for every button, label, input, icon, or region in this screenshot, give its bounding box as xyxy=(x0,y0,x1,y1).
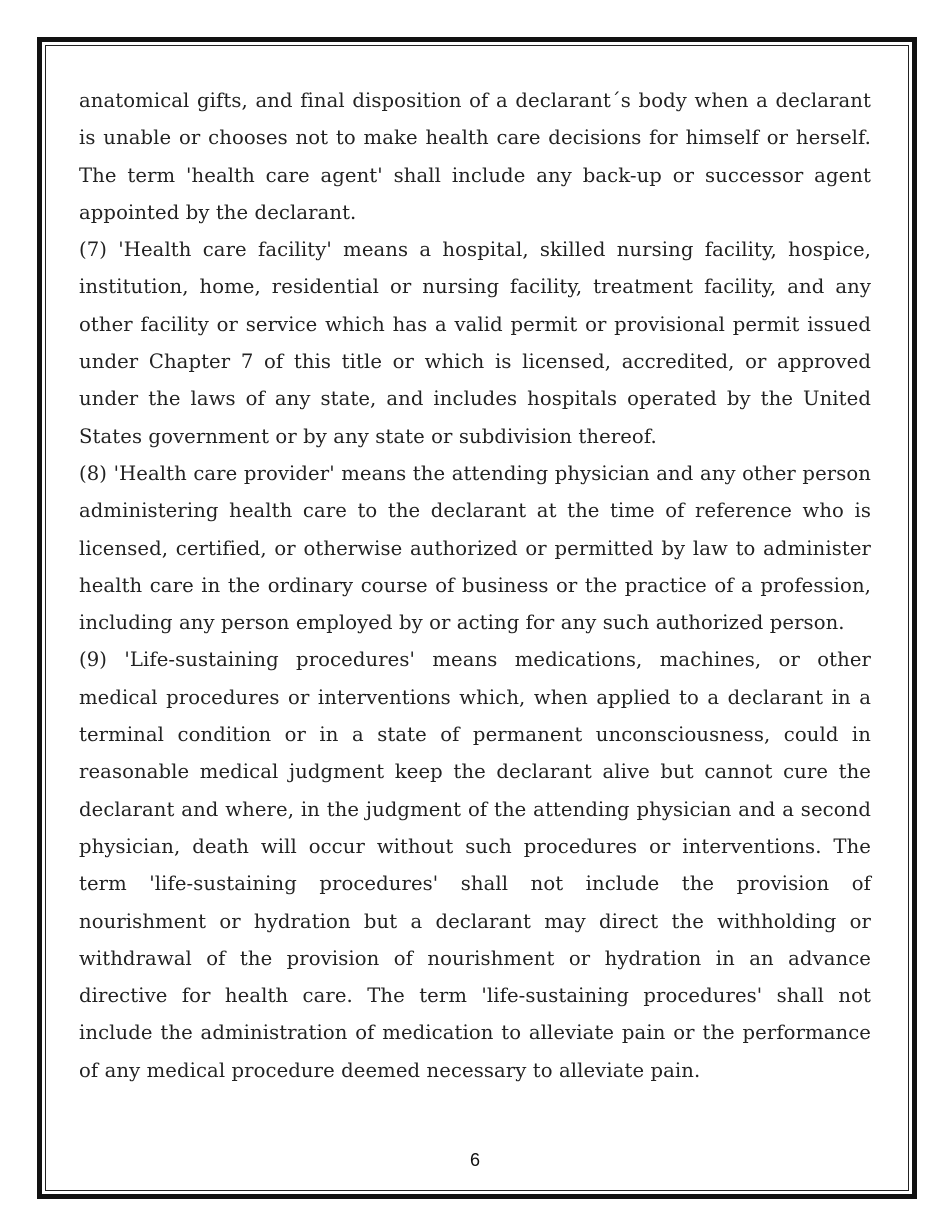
paragraph-continuation: anatomical gifts, and final disposition of a declarant´s body when a declarant is unable or chooses not to make health care decisions for himself or herself. The term 'health care agent' shall include any back-up or successor agent appointed by the declarant. xyxy=(79,89,871,224)
paragraph-health-care-provider: (8) 'Health care provider' means the attending physician and any other person administering health care to the declarant at the time of reference who is licensed, certified, or otherwise authorized or permitted by law to administer health care in the ordinary course of business or the practice of a profession, including any person employed by or acting for any such authorized person. xyxy=(79,461,871,635)
paragraph-health-care-facility: (7) 'Health care facility' means a hospital, skilled nursing facility, hospice, institution, home, residential or nursing facility, treatment facility, and any other facility or service which has a valid permit or provisional permit issued under Chapter 7 of this title or which is licensed, accredited, or approved under the laws of any state, and includes hospitals operated by the United States government or by any state or subdivision thereof. xyxy=(79,238,871,448)
page-number: 6 xyxy=(469,1150,480,1170)
document-body xyxy=(79,82,871,1089)
paragraph-life-sustaining-procedures: (9) 'Life-sustaining procedures' means medications, machines, or other medical procedures or interventions which, when applied to a declarant in a terminal condition or in a state of permanent unconsciousness, could in reasonable medical judgment keep the declarant alive but cannot cure the declarant and where, in the judgment of the attending physician and a second physician, death will occur without such procedures or interventions. The term 'life-sustaining procedures' shall not include the provision of nourishment or hydration but a declarant may direct the withholding or withdrawal of the provision of nourishment or hydration in an advance directive for health care. The term 'life-sustaining procedures' shall not include the administration of medication to alleviate pain or the performance of any medical procedure deemed necessary to alleviate pain. xyxy=(79,648,871,1082)
